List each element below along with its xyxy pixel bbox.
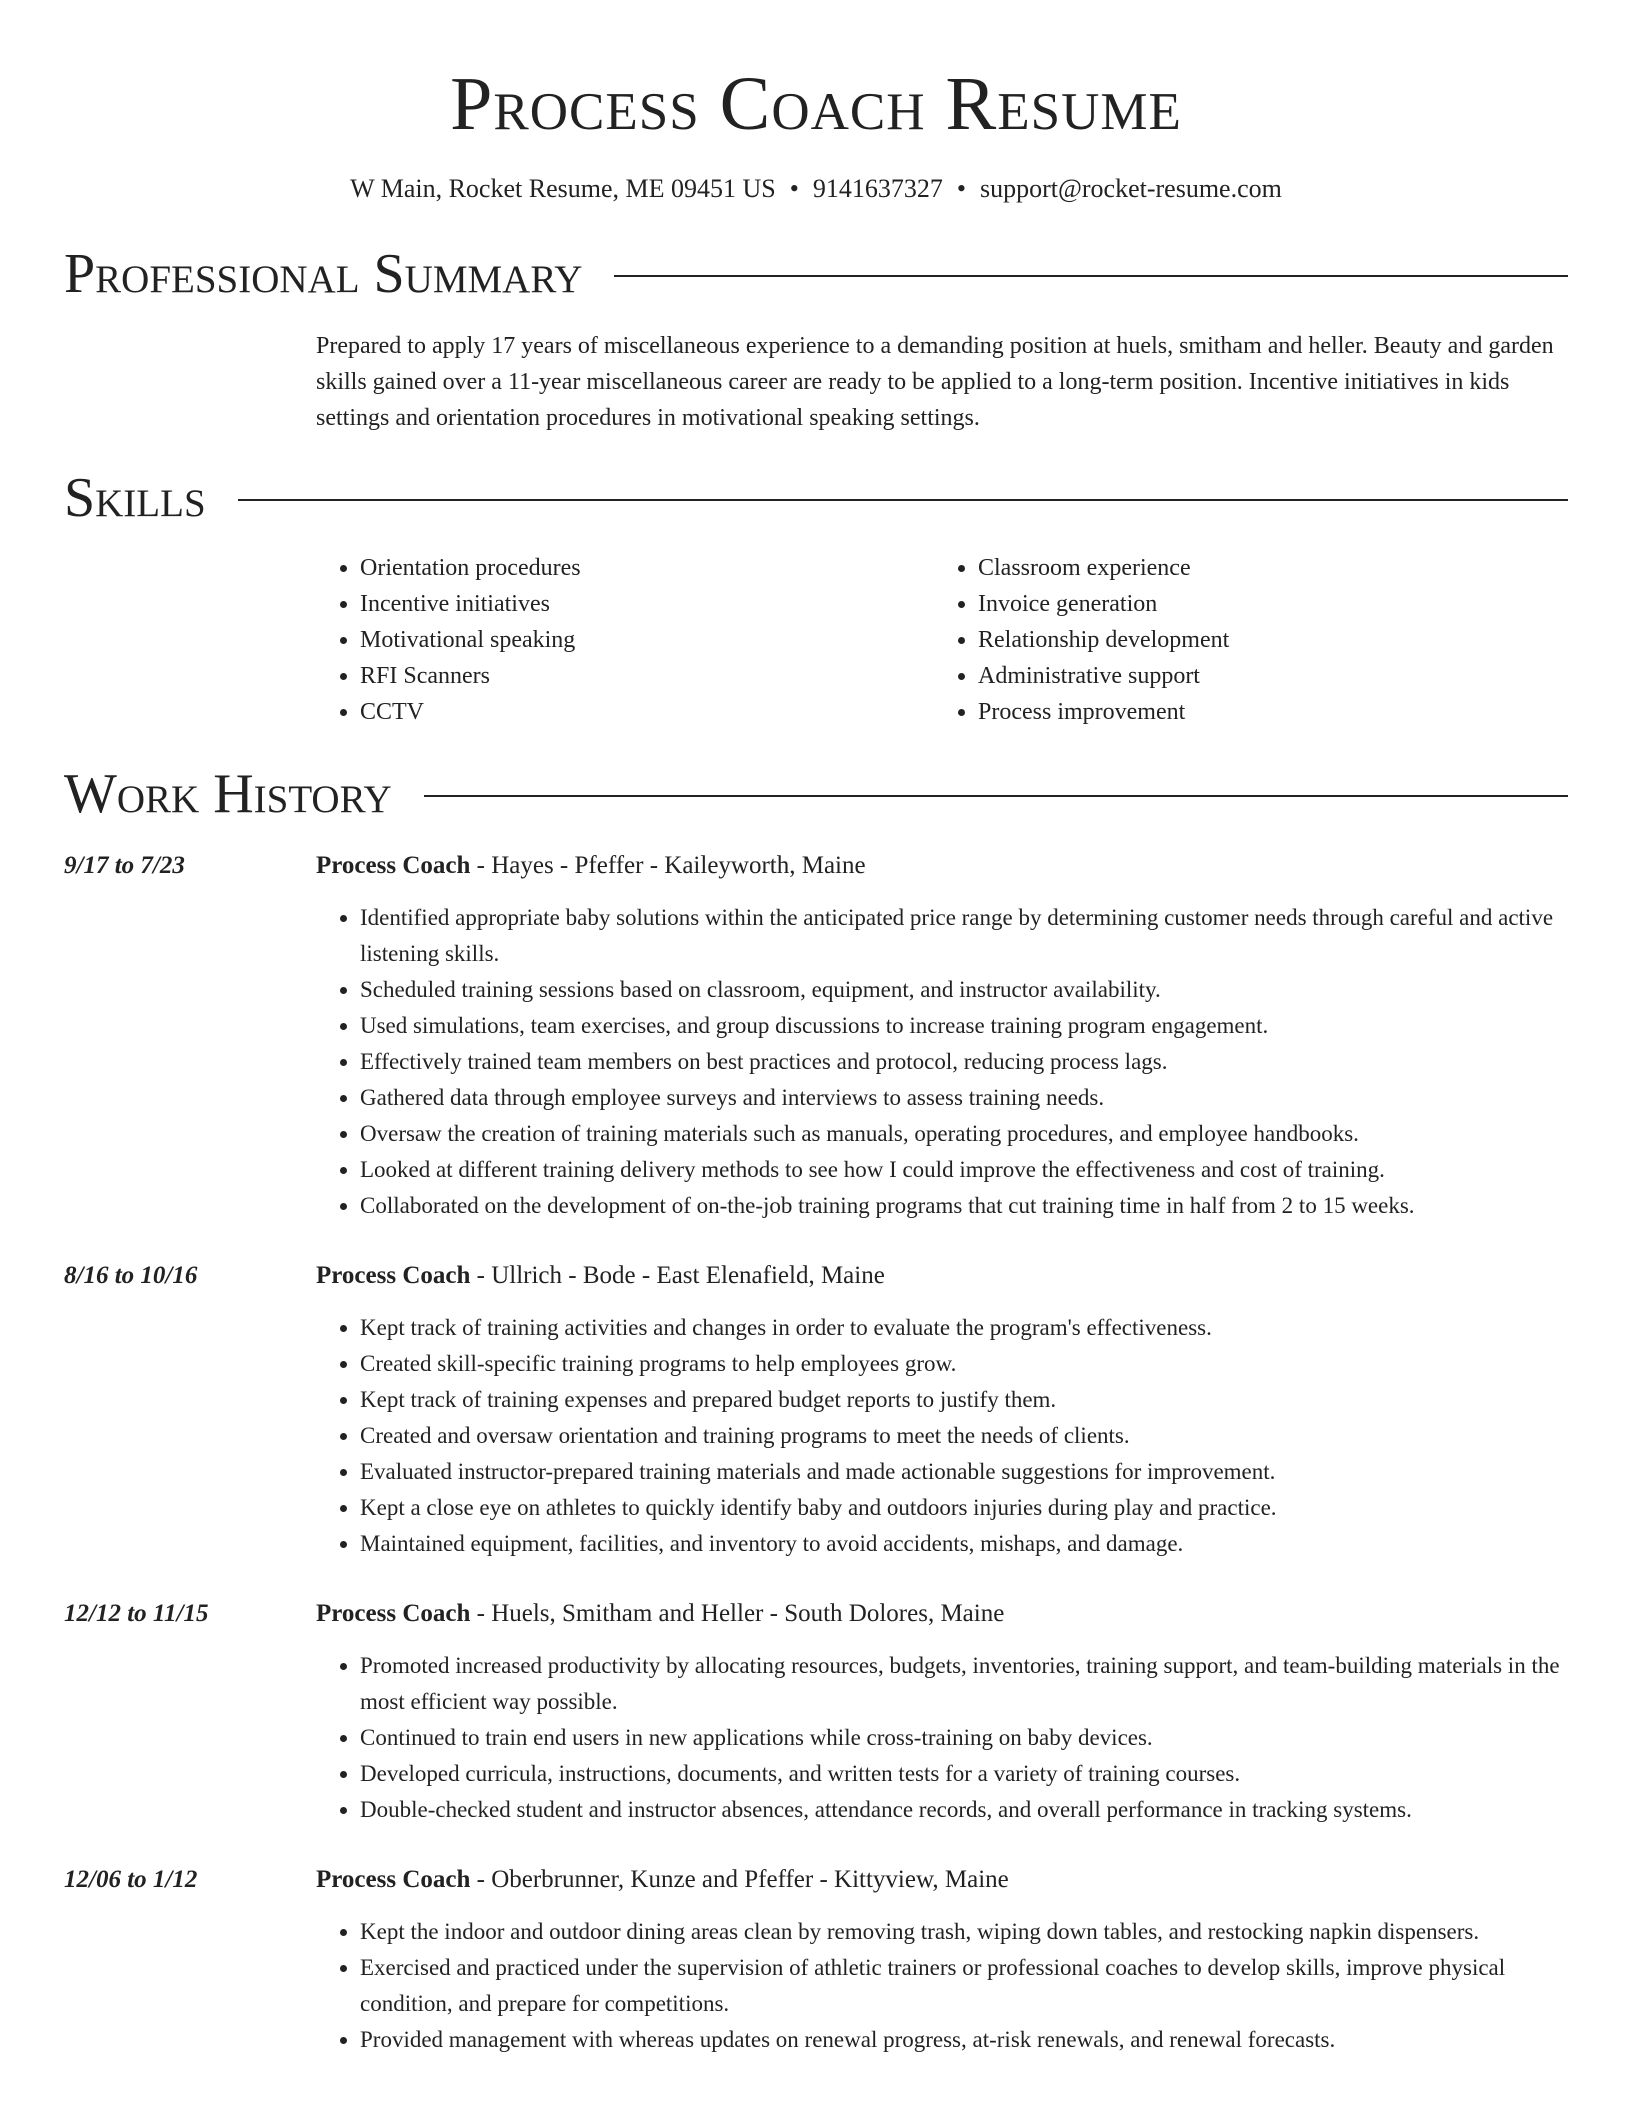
- job-dates: 9/17 to 7/23: [64, 852, 185, 879]
- job-bullet: • Kept the indoor and outdoor dining areas clean by removing trash, wiping down tables, and restocking napkin dispensers.: [360, 1914, 1568, 1950]
- contact-line: [64, 172, 1568, 206]
- section-title: Work History: [64, 763, 392, 825]
- job-bullets: [316, 900, 1568, 1224]
- section-professional-summary: [64, 242, 1568, 436]
- job-title-line: [316, 1256, 1568, 1296]
- job-details: [316, 1594, 1568, 1828]
- job-dates: 12/12 to 11/15: [64, 1600, 209, 1627]
- job-entry: [64, 1594, 1568, 1828]
- resume-name: Process Coach Resume: [450, 62, 1182, 146]
- section-header: [64, 242, 1568, 306]
- skill-item: • Motivational speaking: [360, 622, 934, 658]
- job-title-line: [316, 1860, 1568, 1900]
- job-details: [316, 846, 1568, 1224]
- job-bullet: • Scheduled training sessions based on classroom, equipment, and instructor availability.: [360, 972, 1568, 1008]
- job-bullet: • Provided management with whereas updates on renewal progress, at-risk renewals, and renewal forecasts.: [360, 2022, 1568, 2058]
- skill-item: • Incentive initiatives: [360, 586, 934, 622]
- skill-item: • Orientation procedures: [360, 550, 934, 586]
- job-bullet: • Oversaw the creation of training materials such as manuals, operating procedures, and employee handbooks.: [360, 1116, 1568, 1152]
- skill-item: • RFI Scanners: [360, 658, 934, 694]
- job-role: Process Coach: [316, 1262, 471, 1289]
- section-divider: [424, 795, 1568, 797]
- job-bullet: • Effectively trained team members on best practices and protocol, reducing process lags.: [360, 1044, 1568, 1080]
- job-bullets: [316, 1914, 1568, 2058]
- job-bullet: • Continued to train end users in new applications while cross-training on baby devices.: [360, 1720, 1568, 1756]
- job-role: Process Coach: [316, 1600, 471, 1627]
- section-header: [64, 466, 1568, 530]
- job-bullet: • Kept track of training expenses and prepared budget reports to justify them.: [360, 1382, 1568, 1418]
- job-details: [316, 1256, 1568, 1562]
- job-bullets: [316, 1648, 1568, 1828]
- job-entry: [64, 1256, 1568, 1562]
- resume-header: [64, 0, 1568, 206]
- contact-separator: •: [789, 174, 799, 203]
- job-bullet: • Gathered data through employee surveys and interviews to assess training needs.: [360, 1080, 1568, 1116]
- job-company: - Ullrich - Bode - East Elenafield, Maine: [470, 1262, 885, 1289]
- job-title-line: [316, 1594, 1568, 1634]
- job-bullet: • Collaborated on the development of on-the-job training programs that cut training time in half from 2 to 15 weeks.: [360, 1188, 1568, 1224]
- section-work-history: [64, 762, 1568, 2058]
- skills-list-right: [934, 550, 1552, 730]
- job-bullet: • Promoted increased productivity by allocating resources, budgets, inventories, training support, and team-building materials in the most efficient way possible.: [360, 1648, 1568, 1720]
- job-entry: [64, 846, 1568, 1224]
- skill-item: • Process improvement: [978, 694, 1552, 730]
- summary-text: Prepared to apply 17 years of miscellaneous experience to a demanding position at huels, smitham and heller. Beauty and garden skills gained over a 11-year miscellaneous career are ready to be applied to a long-term position. Incentive initiatives in kids settings and orientation procedures in motivational speaking settings.: [316, 333, 1554, 431]
- skill-item: • Relationship development: [978, 622, 1552, 658]
- section-title: Skills: [64, 467, 206, 529]
- contact-phone: 9141637327: [812, 174, 943, 203]
- contact-address: W Main, Rocket Resume, ME 09451 US: [350, 174, 776, 203]
- job-bullet: • Kept a close eye on athletes to quickly identify baby and outdoors injuries during play and practice.: [360, 1490, 1568, 1526]
- job-bullet: • Looked at different training delivery methods to see how I could improve the effectiveness and cost of training.: [360, 1152, 1568, 1188]
- skill-item: • Invoice generation: [978, 586, 1552, 622]
- job-bullet: • Developed curricula, instructions, documents, and written tests for a variety of training courses.: [360, 1756, 1568, 1792]
- section-header: [64, 762, 1568, 826]
- contact-separator: •: [956, 174, 966, 203]
- job-company: - Hayes - Pfeffer - Kaileyworth, Maine: [470, 852, 866, 879]
- section-title: Professional Summary: [64, 243, 583, 305]
- job-dates: 8/16 to 10/16: [64, 1262, 198, 1289]
- job-title-line: [316, 846, 1568, 886]
- job-bullet: • Evaluated instructor-prepared training materials and made actionable suggestions for improvement.: [360, 1454, 1568, 1490]
- job-bullet: • Exercised and practiced under the supervision of athletic trainers or professional coaches to develop skills, improve physical condition, and prepare for competitions.: [360, 1950, 1568, 2022]
- section-skills: [64, 466, 1568, 730]
- job-bullet: • Created and oversaw orientation and training programs to meet the needs of clients.: [360, 1418, 1568, 1454]
- job-bullet: • Created skill-specific training programs to help employees grow.: [360, 1346, 1568, 1382]
- skill-item: • CCTV: [360, 694, 934, 730]
- job-company: - Oberbrunner, Kunze and Pfeffer - Kittyview, Maine: [470, 1866, 1009, 1893]
- skill-item: • Administrative support: [978, 658, 1552, 694]
- skill-item: • Classroom experience: [978, 550, 1552, 586]
- job-role: Process Coach: [316, 1866, 471, 1893]
- contact-email: support@rocket-resume.com: [979, 174, 1282, 203]
- job-entry: [64, 1860, 1568, 2058]
- job-role: Process Coach: [316, 852, 471, 879]
- job-details: [316, 1860, 1568, 2058]
- section-divider: [614, 275, 1568, 277]
- job-bullet: • Used simulations, team exercises, and group discussions to increase training program engagement.: [360, 1008, 1568, 1044]
- job-company: - Huels, Smitham and Heller - South Dolores, Maine: [470, 1600, 1005, 1627]
- job-dates: 12/06 to 1/12: [64, 1866, 198, 1893]
- job-bullet: • Double-checked student and instructor absences, attendance records, and overall performance in tracking systems.: [360, 1792, 1568, 1828]
- job-bullet: • Identified appropriate baby solutions within the anticipated price range by determining customer needs through careful and active listening skills.: [360, 900, 1568, 972]
- job-bullet: • Kept track of training activities and changes in order to evaluate the program's effectiveness.: [360, 1310, 1568, 1346]
- job-bullets: [316, 1310, 1568, 1562]
- job-bullet: • Maintained equipment, facilities, and inventory to avoid accidents, mishaps, and damage.: [360, 1526, 1568, 1562]
- section-divider: [238, 499, 1568, 501]
- skills-list-left: [316, 550, 934, 730]
- skills-columns: [316, 550, 1568, 730]
